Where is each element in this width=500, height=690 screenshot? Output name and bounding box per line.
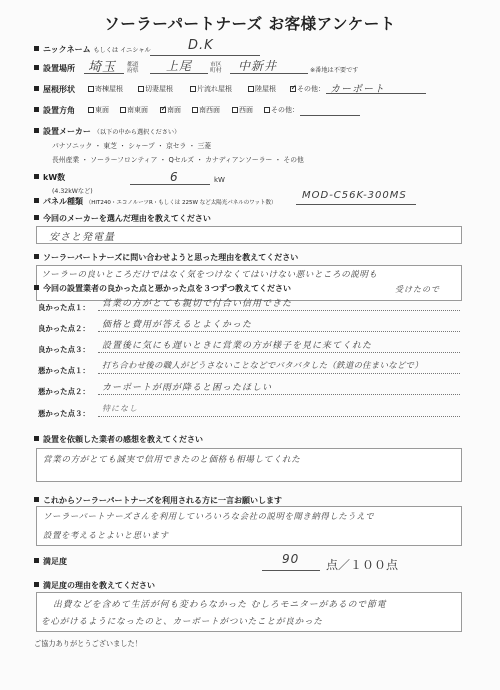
direction-option-1[interactable]: 東面 (88, 105, 109, 115)
roof-option-4[interactable]: 陸屋根 (248, 84, 276, 94)
location-label: 設置場所 (34, 63, 75, 74)
roof-other-underline (326, 93, 426, 94)
direction-option-2[interactable]: 南東面 (120, 105, 148, 115)
maker-list-line-1: パナソニック ・ 東芝 ・ シャープ ・ 京セラ ・ 三菱 (52, 142, 212, 150)
bad-point-1-line (98, 373, 460, 374)
roof-label: 屋根形状 (34, 84, 75, 95)
nickname-underline (150, 55, 260, 56)
city-unit: 市区 町村 (210, 62, 222, 74)
maker-reason-box[interactable] (36, 226, 462, 244)
message-answer-1: ソーラーパートナーズさんを利用していろいろな会社の説明を聞き納得したうえで (43, 511, 375, 521)
satisfaction-reason-label: 満足度の理由を教えてください (34, 580, 155, 591)
bad-point-3-value: 特になし (102, 404, 138, 413)
good-point-2-value: 価格と費用が答えるとよくかった (102, 320, 253, 330)
roof-other-value: カーポート (330, 84, 385, 95)
direction-option-other[interactable]: その他： (264, 105, 299, 115)
good-point-1-label: 良かった点１： (38, 303, 90, 312)
panel-underline (296, 204, 416, 205)
satisfaction-reason-box[interactable] (36, 592, 462, 632)
prefecture-underline (84, 73, 124, 74)
bad-point-3-line (98, 416, 460, 417)
inquiry-reason-label: ソーラーパートナーズに問い合わせようと思った理由を教えてください (34, 252, 298, 263)
direction-other-underline (300, 115, 360, 116)
kw-value: 6 (170, 170, 179, 184)
good-point-3-value: 設置後に気にも遅いときに営業の方が様子を見に来てくれた (102, 341, 373, 351)
kw-unit: kW (214, 176, 225, 184)
kw-example: (4.32kWなど) (52, 188, 93, 195)
panel-value: MOD-C56K-300MS (302, 190, 407, 201)
prefecture-value: 埼玉 (88, 60, 117, 75)
maker-label: 設置メーカー （以下の中から選択ください） (34, 126, 180, 137)
satisfaction-score: 90 (282, 552, 300, 566)
message-box[interactable] (36, 506, 462, 546)
good-point-3-line (98, 352, 460, 353)
town-value: 中新井 (238, 59, 278, 73)
bad-point-2-line (98, 394, 460, 395)
good-point-1-value: 営業の方がとても親切で付合い信用できた (102, 299, 293, 309)
panel-label: パネル種類 （HIT240・エコノルーツR・もしくは 225W など太陽光パネルのワット数） (34, 196, 276, 207)
satisfaction-reason-answer-1: 出費などを含めて生活が何も変わらなかった むしろモニターがあるので節電 (53, 600, 387, 610)
maker-reason-answer: 安さと発電量 (49, 232, 115, 243)
maker-list-line-2: 長州産業 ・ ソーラーフロンティア ・ Qセルズ ・ カナディアンソーラー ・ その他 (52, 156, 304, 164)
address-note: ※番地は不要です (310, 67, 359, 74)
nickname-value: D.K (188, 38, 214, 53)
impression-label: 設置を依頼した業者の感想を教えてください (34, 434, 203, 445)
good-point-1-line (98, 310, 460, 311)
bad-point-3-label: 悪かった点３： (38, 409, 90, 418)
satisfaction-underline (262, 570, 320, 571)
impression-box[interactable] (36, 448, 462, 482)
satisfaction-label: 満足度 (34, 556, 67, 567)
direction-option-3[interactable]: ✓ 南面 (160, 105, 181, 115)
roof-option-2[interactable]: 切妻屋根 (138, 84, 173, 94)
bad-point-2-value: カーポートが雨が降ると困ったほしい (102, 383, 273, 393)
evaluation-label: 今回の設置業者の良かった点と悪かった点を３つずつ教えてください (34, 283, 291, 294)
city-underline (150, 73, 208, 74)
roof-option-other[interactable]: ✓ その他： (290, 84, 325, 94)
good-point-2-label: 良かった点２： (38, 324, 90, 333)
direction-option-5[interactable]: 西面 (232, 105, 253, 115)
good-point-2-line (98, 331, 460, 332)
bad-point-1-label: 悪かった点１： (38, 366, 90, 375)
nickname-label: ニックネーム もしくは イニシャル (34, 44, 151, 55)
kw-underline (130, 184, 210, 185)
page-title: ソーラーパートナーズ お客様アンケート (104, 15, 396, 33)
satisfaction-reason-answer-2: を心がけるようになったのと、カーポートがついたことが良かった (41, 617, 323, 627)
direction-label: 設置方角 (34, 105, 75, 116)
message-label: これからソーラーパートナーズを利用される方に一言お願いします (34, 495, 282, 506)
town-underline (230, 73, 308, 74)
city-value: 上尾 (166, 59, 193, 73)
prefecture-unit: 都道 府県 (127, 62, 139, 74)
satisfaction-suffix: 点／１００点 (326, 558, 399, 572)
impression-answer: 営業の方がとても誠実で信用できたのと価格も相場してくれた (43, 455, 301, 465)
maker-reason-label: 今回のメーカーを選んだ理由を教えてください (34, 213, 211, 224)
good-point-3-label: 良かった点３： (38, 345, 90, 354)
bad-point-2-label: 悪かった点２： (38, 387, 90, 396)
roof-option-3[interactable]: 片流れ屋根 (190, 84, 232, 94)
bad-point-1-value: 打ち合わせ後の職人がどうさないことなどでバタバタした（鉄道の住まいなどで） (102, 360, 423, 370)
kw-label: kW数 (34, 172, 65, 183)
message-answer-2: 設置を考えるとよいと思います (43, 530, 169, 540)
footer-thanks: ご協力ありがとうございました！ (34, 639, 142, 648)
roof-option-1[interactable]: 寄棟屋根 (88, 84, 123, 94)
inquiry-reason-answer-2: 受けたので (395, 285, 440, 294)
direction-option-4[interactable]: 南西面 (192, 105, 220, 115)
inquiry-reason-answer-1: ソーラーの良いところだけではなく気をつけなくてはいけない悪いところの説明も (41, 270, 378, 280)
